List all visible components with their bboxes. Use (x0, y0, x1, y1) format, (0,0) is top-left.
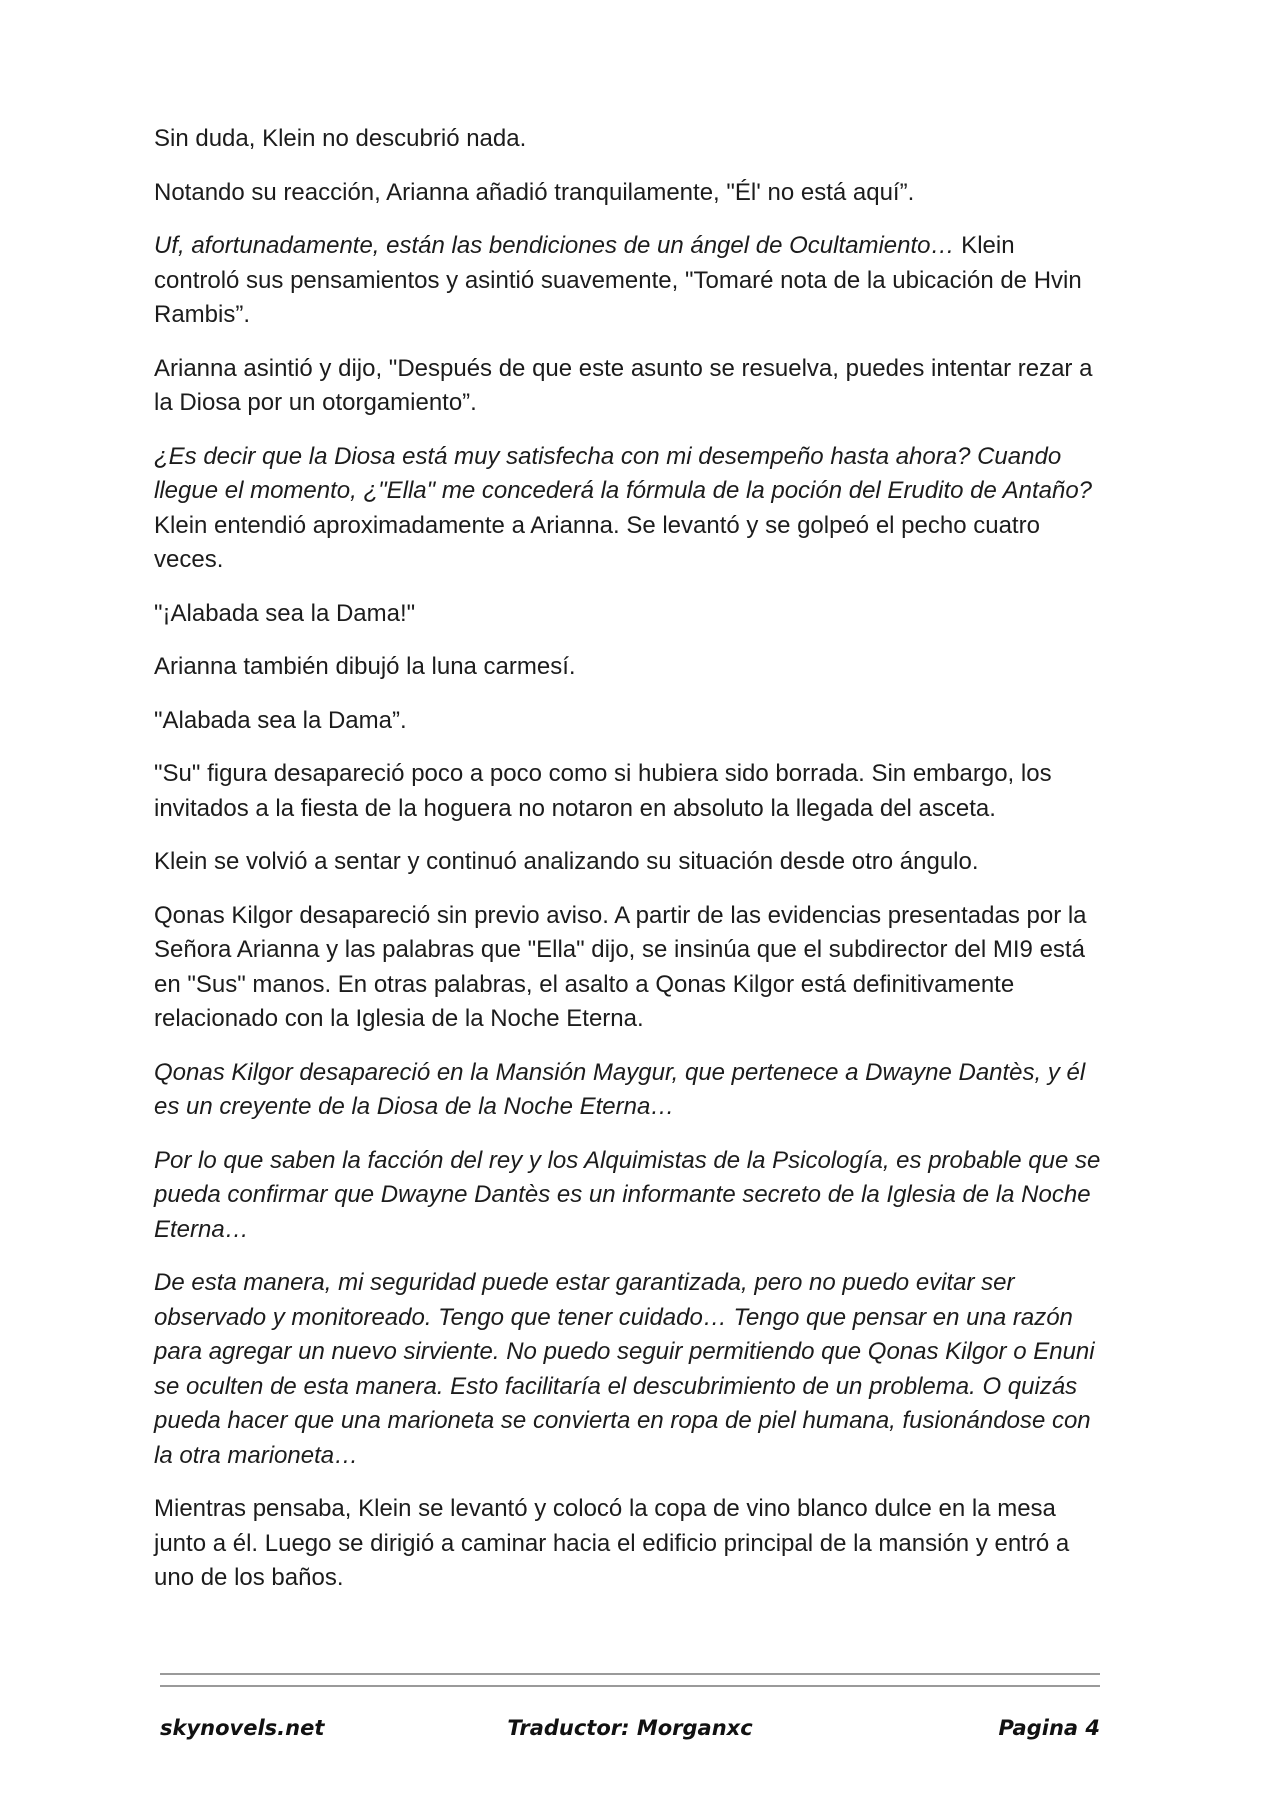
paragraph (154, 352, 1104, 421)
paragraph-text: Qonas Kilgor desapareció sin previo aviso. A partir de las evidencias presentadas por la Señora Arianna y las palabras que "Ella" dijo, se insinúa que el subdirector del MI9 está en "Sus" manos. En otras palabras, el asalto a Qonas Kilgor está definitivamente relacionado con la Iglesia de la Noche Eterna. (154, 901, 1087, 1032)
paragraph-text: "¡Alabada sea la Dama!" (154, 599, 416, 627)
footer-divider-bottom (160, 1685, 1100, 1687)
paragraph (154, 122, 1104, 157)
paragraph-italic-text: Por lo que saben la facción del rey y los Alquimistas de la Psicología, es probable que se pueda confirmar que Dwayne Dantès es un informante secreto de la Iglesia de la Noche Eterna… (154, 1146, 1101, 1243)
paragraph-text: Klein controló sus pensamientos y asintió suavemente, "Tomaré nota de la ubicación de Hvin Rambis”. (154, 232, 1082, 328)
paragraph-text: "Alabada sea la Dama”. (154, 706, 407, 734)
paragraph-text: Arianna también dibujó la luna carmesí. (154, 653, 576, 680)
paragraph (154, 704, 1104, 739)
footer-page-number: Pagina 4 (998, 1716, 1100, 1740)
paragraph-text: "Su" figura desapareció poco a poco como si hubiera sido borrada. Sin embargo, los invitados a la fiesta de la hoguera no notaron en absoluto la llegada del asceta. (154, 760, 1052, 822)
paragraph (154, 1492, 1104, 1596)
paragraph (154, 597, 1104, 632)
paragraph (154, 1056, 1104, 1125)
footer-translator: Traductor: Morganxc (507, 1716, 753, 1740)
paragraph-italic-text: De esta manera, mi seguridad puede estar garantizada, pero no puedo evitar ser observado y monitoreado. Tengo que tener cuidado… Tengo que pensar en una razón para agregar un nuevo sirviente. No puedo seguir permitiendo que Qonas Kilgor o Enuni se oculten de esta manera. Esto facilitaría el descubrimiento de un problema. O quizás pueda hacer que una marioneta se convierta en ropa de piel humana, fusionándose con la otra marioneta… (154, 1269, 1095, 1469)
paragraph-text: Sin duda, Klein no descubrió nada. (154, 125, 527, 152)
document-body (154, 122, 1104, 1615)
paragraph-text: Mientras pensaba, Klein se levantó y colocó la copa de vino blanco dulce en la mesa junto a él. Luego se dirigió a caminar hacia el edificio principal de la mansión y entró a uno de los baños. (154, 1495, 1070, 1591)
paragraph (154, 1144, 1104, 1248)
paragraph (154, 1266, 1104, 1473)
paragraph (154, 176, 1104, 211)
paragraph-italic-text: ¿Es decir que la Diosa está muy satisfecha con mi desempeño hasta ahora? Cuando llegue el momento, ¿"Ella" me concederá la fórmula de la poción del Erudito de Antaño? (154, 442, 1093, 504)
paragraph (154, 229, 1104, 333)
paragraph (154, 899, 1104, 1037)
page-footer (160, 1716, 1100, 1748)
paragraph-text: Klein entendió aproximadamente a Arianna. Se levantó y se golpeó el pecho cuatro veces. (154, 511, 1040, 573)
paragraph-text: Klein se volvió a sentar y continuó analizando su situación desde otro ángulo. (154, 848, 979, 875)
paragraph (154, 845, 1104, 880)
footer-divider-top (160, 1673, 1100, 1675)
paragraph (154, 650, 1104, 685)
paragraph (154, 757, 1104, 826)
paragraph-text: Notando su reacción, Arianna añadió tranquilamente, "Él' no está aquí”. (154, 178, 915, 206)
paragraph-italic-text: Qonas Kilgor desapareció en la Mansión Maygur, que pertenece a Dwayne Dantès, y él es un creyente de la Diosa de la Noche Eterna… (154, 1058, 1086, 1120)
paragraph-text: Arianna asintió y dijo, "Después de que este asunto se resuelva, puedes intentar rezar a la Diosa por un otorgamiento”. (154, 354, 1093, 416)
footer-site: skynovels.net (160, 1716, 325, 1740)
paragraph-italic-text: Uf, afortunadamente, están las bendiciones de un ángel de Ocultamiento… (154, 232, 955, 259)
paragraph (154, 440, 1104, 578)
